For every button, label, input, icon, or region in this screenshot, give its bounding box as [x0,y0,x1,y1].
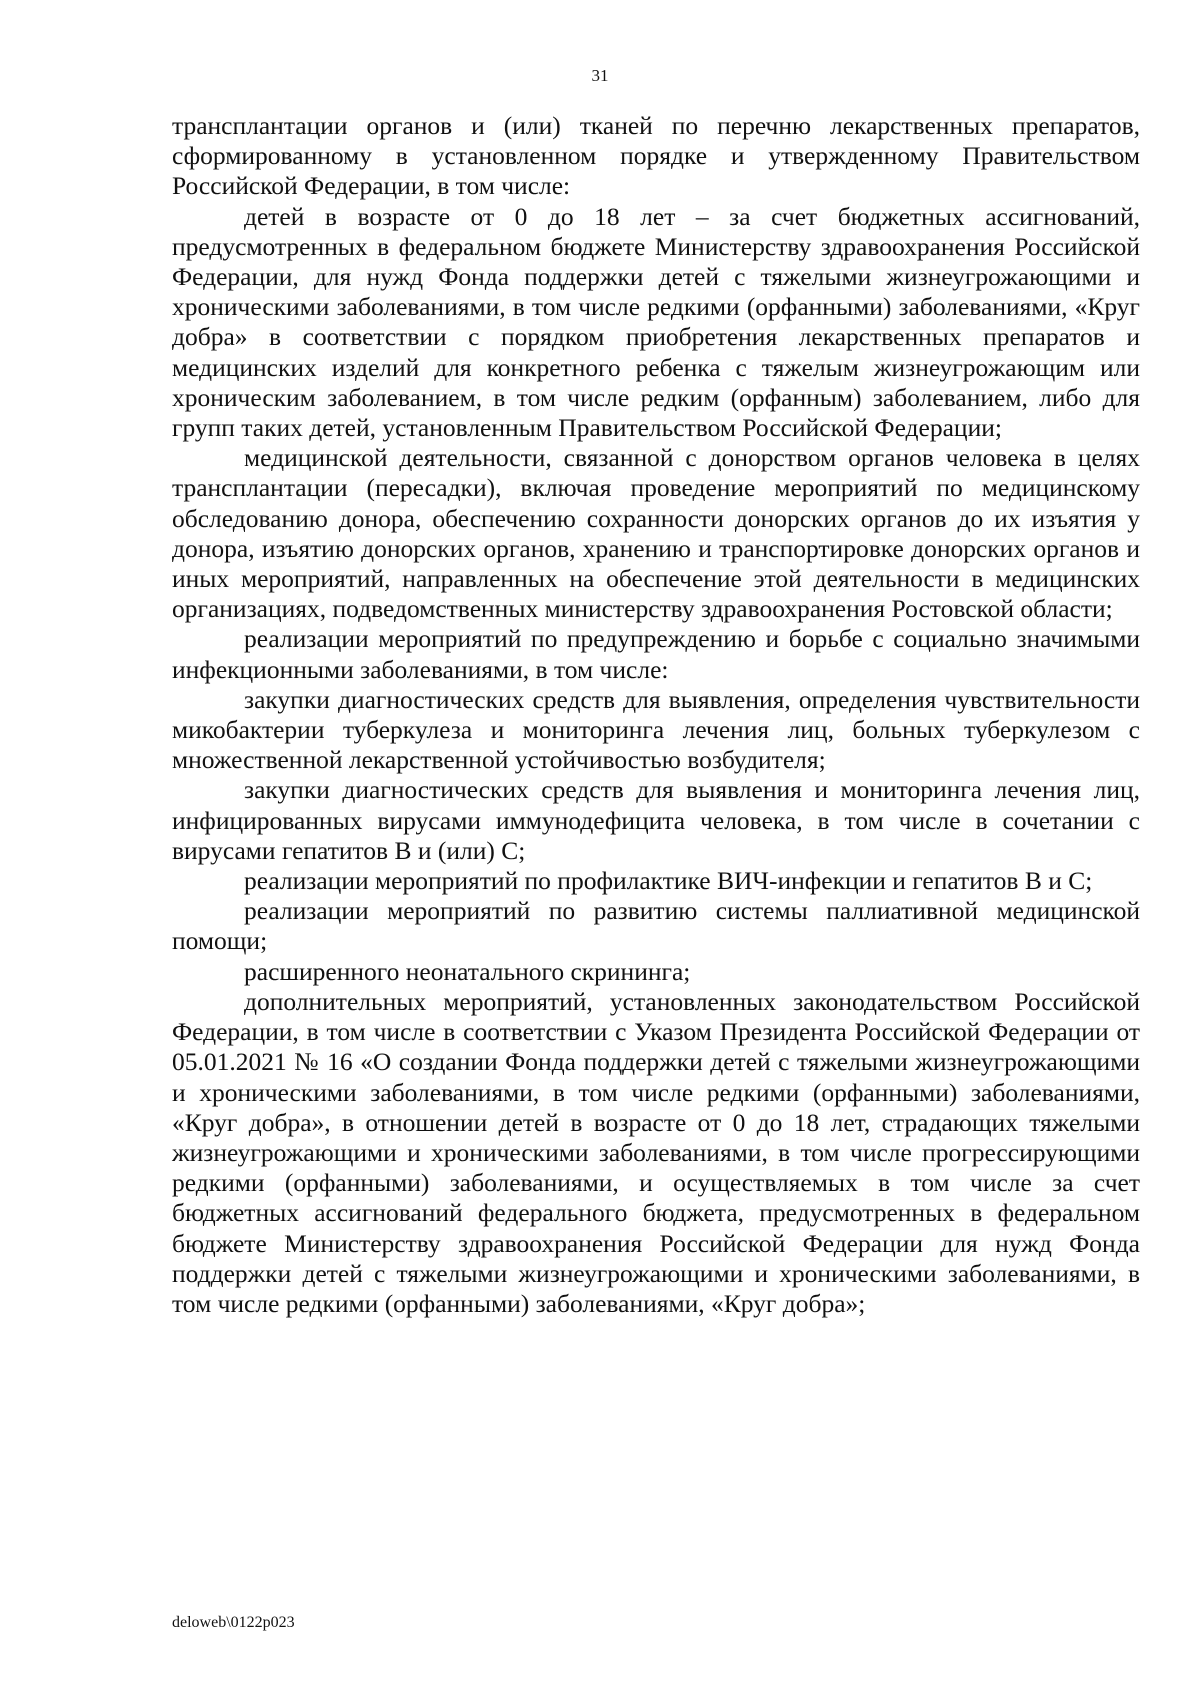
document-body [172,111,1140,1319]
paragraph-hiv-diagnostics: закупки диагностических средств для выявления и мониторинга лечения лиц, инфицированных вирусами иммунодефицита человека, в том числе в сочетании с вирусами гепатитов B и (или) C; [172,775,1140,865]
paragraph-palliative-care: реализации мероприятий по развитию системы паллиативной медицинской помощи; [172,896,1140,956]
paragraph-organ-donation: медицинской деятельности, связанной с донорством органов человека в целях трансплантации (пересадки), включая проведение мероприятий по медицинскому обследованию донора, обеспечению сохранности донорских органов до их изъятия у донора, изъятию донорских органов, хранению и транспортировке донорских органов и иных мероприятий, направленных на обеспечение этой деятельности в медицинских организациях, подведомственных министерству здравоохранения Ростовской области; [172,443,1140,624]
document-footer-code: deloweb\0122p023 [172,1614,295,1631]
page-number: 31 [591,66,609,85]
paragraph-continuation: трансплантации органов и (или) тканей по перечню лекарственных препаратов, сформированному в установленном порядке и утвержденному Правительством Российской Федерации, в том числе: [172,111,1140,201]
paragraph-hiv-prevention: реализации мероприятий по профилактике ВИЧ-инфекции и гепатитов B и C; [244,866,1093,896]
paragraph-children-funding: детей в возрасте от 0 до 18 лет – за счет бюджетных ассигнований, предусмотренных в федеральном бюджете Министерству здравоохранения Российской Федерации, для нужд Фонда поддержки детей с тяжелыми жизнеугрожающими и хроническими заболеваниями, в том числе редкими (орфанными) заболеваниями, «Круг добра» в соответствии с порядком приобретения лекарственных препаратов и медицинских изделий для конкретного ребенка с тяжелым жизнеугрожающим или хроническим заболеванием, в том числе редким (орфанным) заболеванием, либо для групп таких детей, установленным Правительством Российской Федерации; [172,201,1140,443]
paragraph-tuberculosis-diagnostics: закупки диагностических средств для выявления, определения чувствительности микобактерии туберкулеза и мониторинга лечения лиц, больных туберкулезом с множественной лекарственной устойчивостью возбудителя; [172,684,1140,775]
paragraph-additional-measures: дополнительных мероприятий, установленных законодательством Российской Федерации, в том числе в соответствии с Указом Президента Российской Федерации от 05.01.2021 № 16 «О создании Фонда поддержки детей с тяжелыми жизнеугрожающими и хроническими заболеваниями, в том числе редкими (орфанными) заболеваниями, «Круг добра», в отношении детей в возрасте от 0 до 18 лет, страдающих тяжелыми жизнеугрожающими и хроническими заболеваниями, в том числе прогрессирующими редкими (орфанными) заболеваниями, и осуществляемых в том числе за счет бюджетных ассигнований федерального бюджета, предусмотренных в федеральном бюджете Министерству здравоохранения Российской Федерации для нужд Фонда поддержки детей с тяжелыми жизнеугрожающими и хроническими заболеваниями, в том числе редкими (орфанными) заболеваниями, «Круг добра»; [172,986,1140,1318]
paragraph-infectious-diseases: реализации мероприятий по предупреждению и борьбе с социально значимыми инфекционными заболеваниями, в том числе: [172,624,1140,684]
paragraph-neonatal-screening: расширенного неонатального скрининга; [244,956,691,986]
